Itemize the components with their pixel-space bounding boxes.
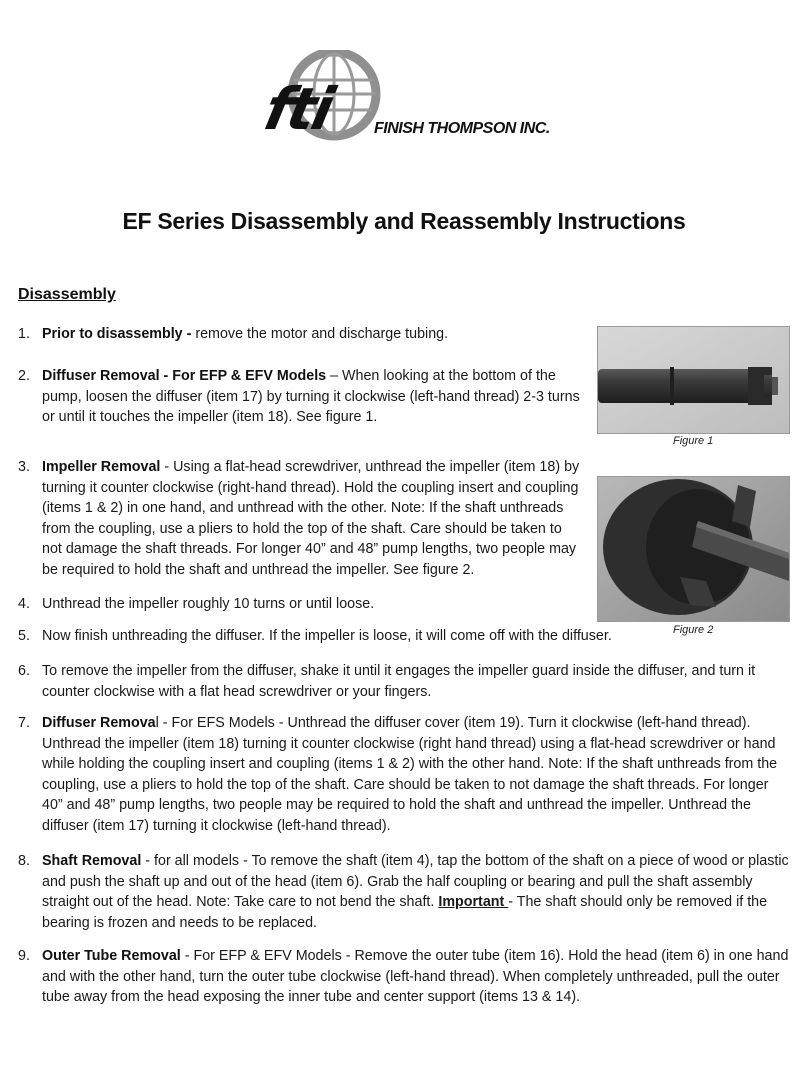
item-heading: Shaft Removal (42, 853, 142, 869)
item-number: 6. (18, 663, 30, 679)
list-item (18, 324, 578, 345)
item-heading: Diffuser Removal - For EFP & EFV Models (42, 368, 327, 384)
list-item (18, 851, 790, 933)
item-text: – When looking at the bottom of the pump, loosen the diffuser (item 17) by turning it clockwise (left-hand thread) 2-3 turns or until it touches the impeller (item 18). See figure 1. (42, 368, 580, 425)
list-item (18, 713, 790, 836)
figure-2-photo (597, 476, 790, 622)
company-logo (258, 50, 552, 143)
impeller-screwdriver-photo (598, 477, 789, 621)
item-number: 8. (18, 853, 30, 869)
item-number: 5. (18, 628, 30, 644)
item-heading: Outer Tube Removal (42, 948, 181, 964)
item-text: remove the motor and discharge tubing. (191, 326, 449, 342)
item-text: Unthread the impeller roughly 10 turns or until loose. (42, 596, 375, 612)
item-text: Now finish unthreading the diffuser. If the impeller is loose, it will come off with the diffuser. (42, 628, 612, 644)
item-text: To remove the impeller from the diffuser, shake it until it engages the impeller guard inside the diffuser, and turn it counter clockwise with a flat head screwdriver or your fingers. (42, 663, 756, 700)
item-text-continued: - The shaft should only be removed if the bearing is frozen and needs to be replaced. (42, 894, 768, 931)
item-heading: Prior to disassembly - (42, 326, 192, 342)
important-label: Important (438, 894, 509, 910)
company-name: FINISH THOMPSON INC. (374, 120, 550, 137)
figure-1-photo (597, 326, 790, 434)
list-item (18, 594, 578, 615)
figure-1-caption: Figure 1 (673, 435, 714, 447)
list-item (18, 661, 790, 702)
figure-2-caption: Figure 2 (673, 624, 714, 636)
item-number: 3. (18, 459, 30, 475)
logo-mark: fti (258, 75, 338, 143)
list-item (18, 366, 592, 428)
list-item (18, 946, 790, 1008)
item-number: 9. (18, 948, 30, 964)
item-text: - For EFP & EFV Models - Remove the outer tube (item 16). Hold the head (item 6) in one hand and with the other hand, turn the outer tube clockwise (left-hand thread). When completely unthreaded, pull the outer tube away from the head exposing the inner tube and center support (items 13 & 14). (42, 948, 789, 1005)
list-item (18, 457, 580, 580)
item-number: 4. (18, 596, 30, 612)
shaft-diffuser-photo (598, 327, 789, 433)
item-text: l - For EFS Models - Unthread the diffuser cover (item 19). Turn it clockwise (left-hand thread). Unthread the impeller (item 18) turning it counter clockwise (right hand thread) using a flat-head screwdriver or hand while holding the coupling insert and coupling (items 1 & 2) with the other hand. Note: If the shaft unthreads from the coupling, use a pliers to hold the top of the shaft. Care should be taken to not damage the shaft threads. For longer 40” and 48” pump lengths, two people may be required to hold the shaft and unthread the impeller. Unthread the diffuser (item 17) turning it clockwise (left-hand thread). (42, 715, 778, 834)
item-heading: Diffuser Remova (42, 715, 156, 731)
item-heading: Impeller Removal (42, 459, 161, 475)
section-heading: Disassembly (18, 286, 116, 303)
item-number: 7. (18, 715, 30, 731)
item-text: - for all models - To remove the shaft (item 4), tap the bottom of the shaft on a piece of wood or plastic and push the shaft up and out of the head (item 6). Grab the half coupling or bearing and pull the shaft assembly straight out of the head. Note: Take care to not bend the shaft. (42, 853, 789, 910)
list-item (18, 626, 638, 647)
page-title: EF Series Disassembly and Reassembly Instructions (122, 208, 686, 234)
item-number: 1. (18, 326, 30, 342)
item-number: 2. (18, 368, 30, 384)
item-text: - Using a flat-head screwdriver, unthread the impeller (item 18) by turning it counter clockwise (right-hand thread). Hold the coupling insert and coupling (items 1 & 2) in one hand, and unthread with the other. Note: If the shaft unthreads from the coupling, use a pliers to hold the top of the shaft. Care should be taken to not damage the shaft threads. For longer 40” and 48” pump lengths, two people may be required to hold the shaft and unthread the impeller. See figure 2. (42, 459, 580, 578)
